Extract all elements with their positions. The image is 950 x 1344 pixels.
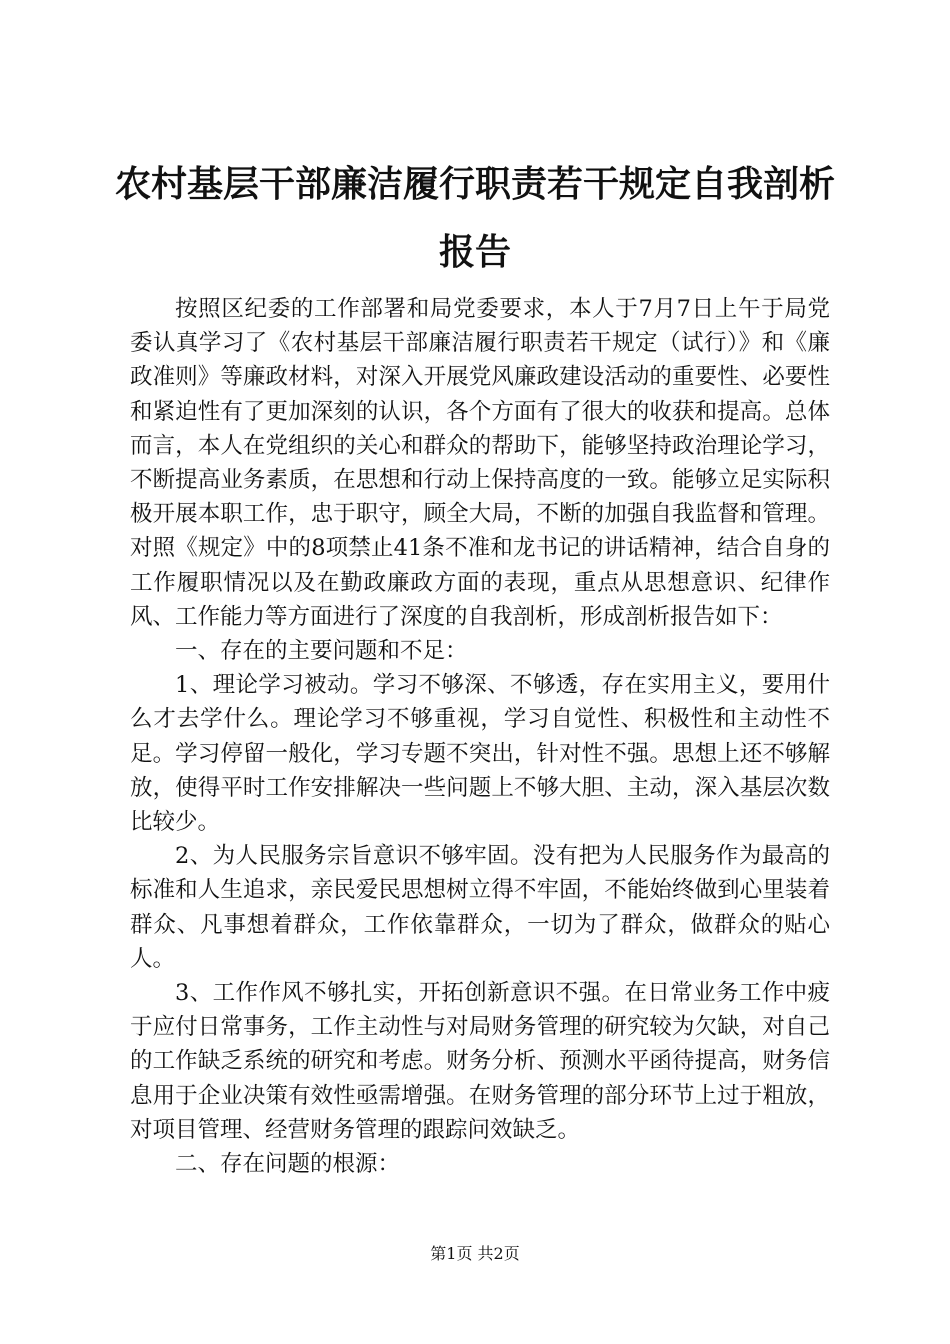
document-title: 农村基层干部廉洁履行职责若干规定自我剖析报告 <box>114 163 835 273</box>
section-heading-roots: 二、存在问题的根源： <box>175 1151 401 1178</box>
document-body <box>130 292 830 1181</box>
paragraph-problem-2: 2、为人民服务宗旨意识不够牢固。没有把为人民服务作为最高的标准和人生追求，亲民爱民思想树立得不牢固，不能始终做到心里装着群众、凡事想着群众，工作依靠群众，一切为了群众，做群众的贴心人。 <box>130 843 830 972</box>
paragraph-problem-3: 3、工作作风不够扎实，开拓创新意识不强。在日常业务工作中疲于应付日常事务，工作主动性与对局财务管理的研究较为欠缺，对自己的工作缺乏系统的研究和考虑。财务分析、预测水平函待提高，财务信息用于企业决策有效性亟需增强。在财务管理的部分环节上过于粗放，对项目管理、经营财务管理的跟踪问效缺乏。 <box>130 980 830 1143</box>
paragraph-intro: 按照区纪委的工作部署和局党委要求，本人于7月7日上午于局党委认真学习了《农村基层干部廉洁履行职责若干规定（试行）》和《廉政准则》等廉政材料，对深入开展党风廉政建设活动的重要性、必要性和紧迫性有了更加深刻的认识，各个方面有了很大的收获和提高。总体而言，本人在党组织的关心和群众的帮助下，能够坚持政治理论学习，不断提高业务素质，在思想和行动上保持高度的一致。能够立足实际积极开展本职工作，忠于职守，顾全大局，不断的加强自我监督和管理。对照《规定》中的8项禁止41条不准和龙书记的讲话精神，结合自身的工作履职情况以及在勤政廉政方面的表现，重点从思想意识、纪律作风、工作能力等方面进行了深度的自我剖析，形成剖析报告如下： <box>130 296 830 630</box>
page-footer: 第1页 共2页 <box>430 1244 520 1263</box>
paragraph-problem-1: 1、理论学习被动。学习不够深、不够透，存在实用主义，要用什么才去学什么。理论学习不够重视，学习自觉性、积极性和主动性不足。学习停留一般化，学习专题不突出，针对性不强。思想上还不够解放，使得平时工作安排解决一些问题上不够大胆、主动，深入基层次数比较少。 <box>130 672 830 836</box>
section-heading-problems: 一、存在的主要问题和不足： <box>175 638 468 665</box>
